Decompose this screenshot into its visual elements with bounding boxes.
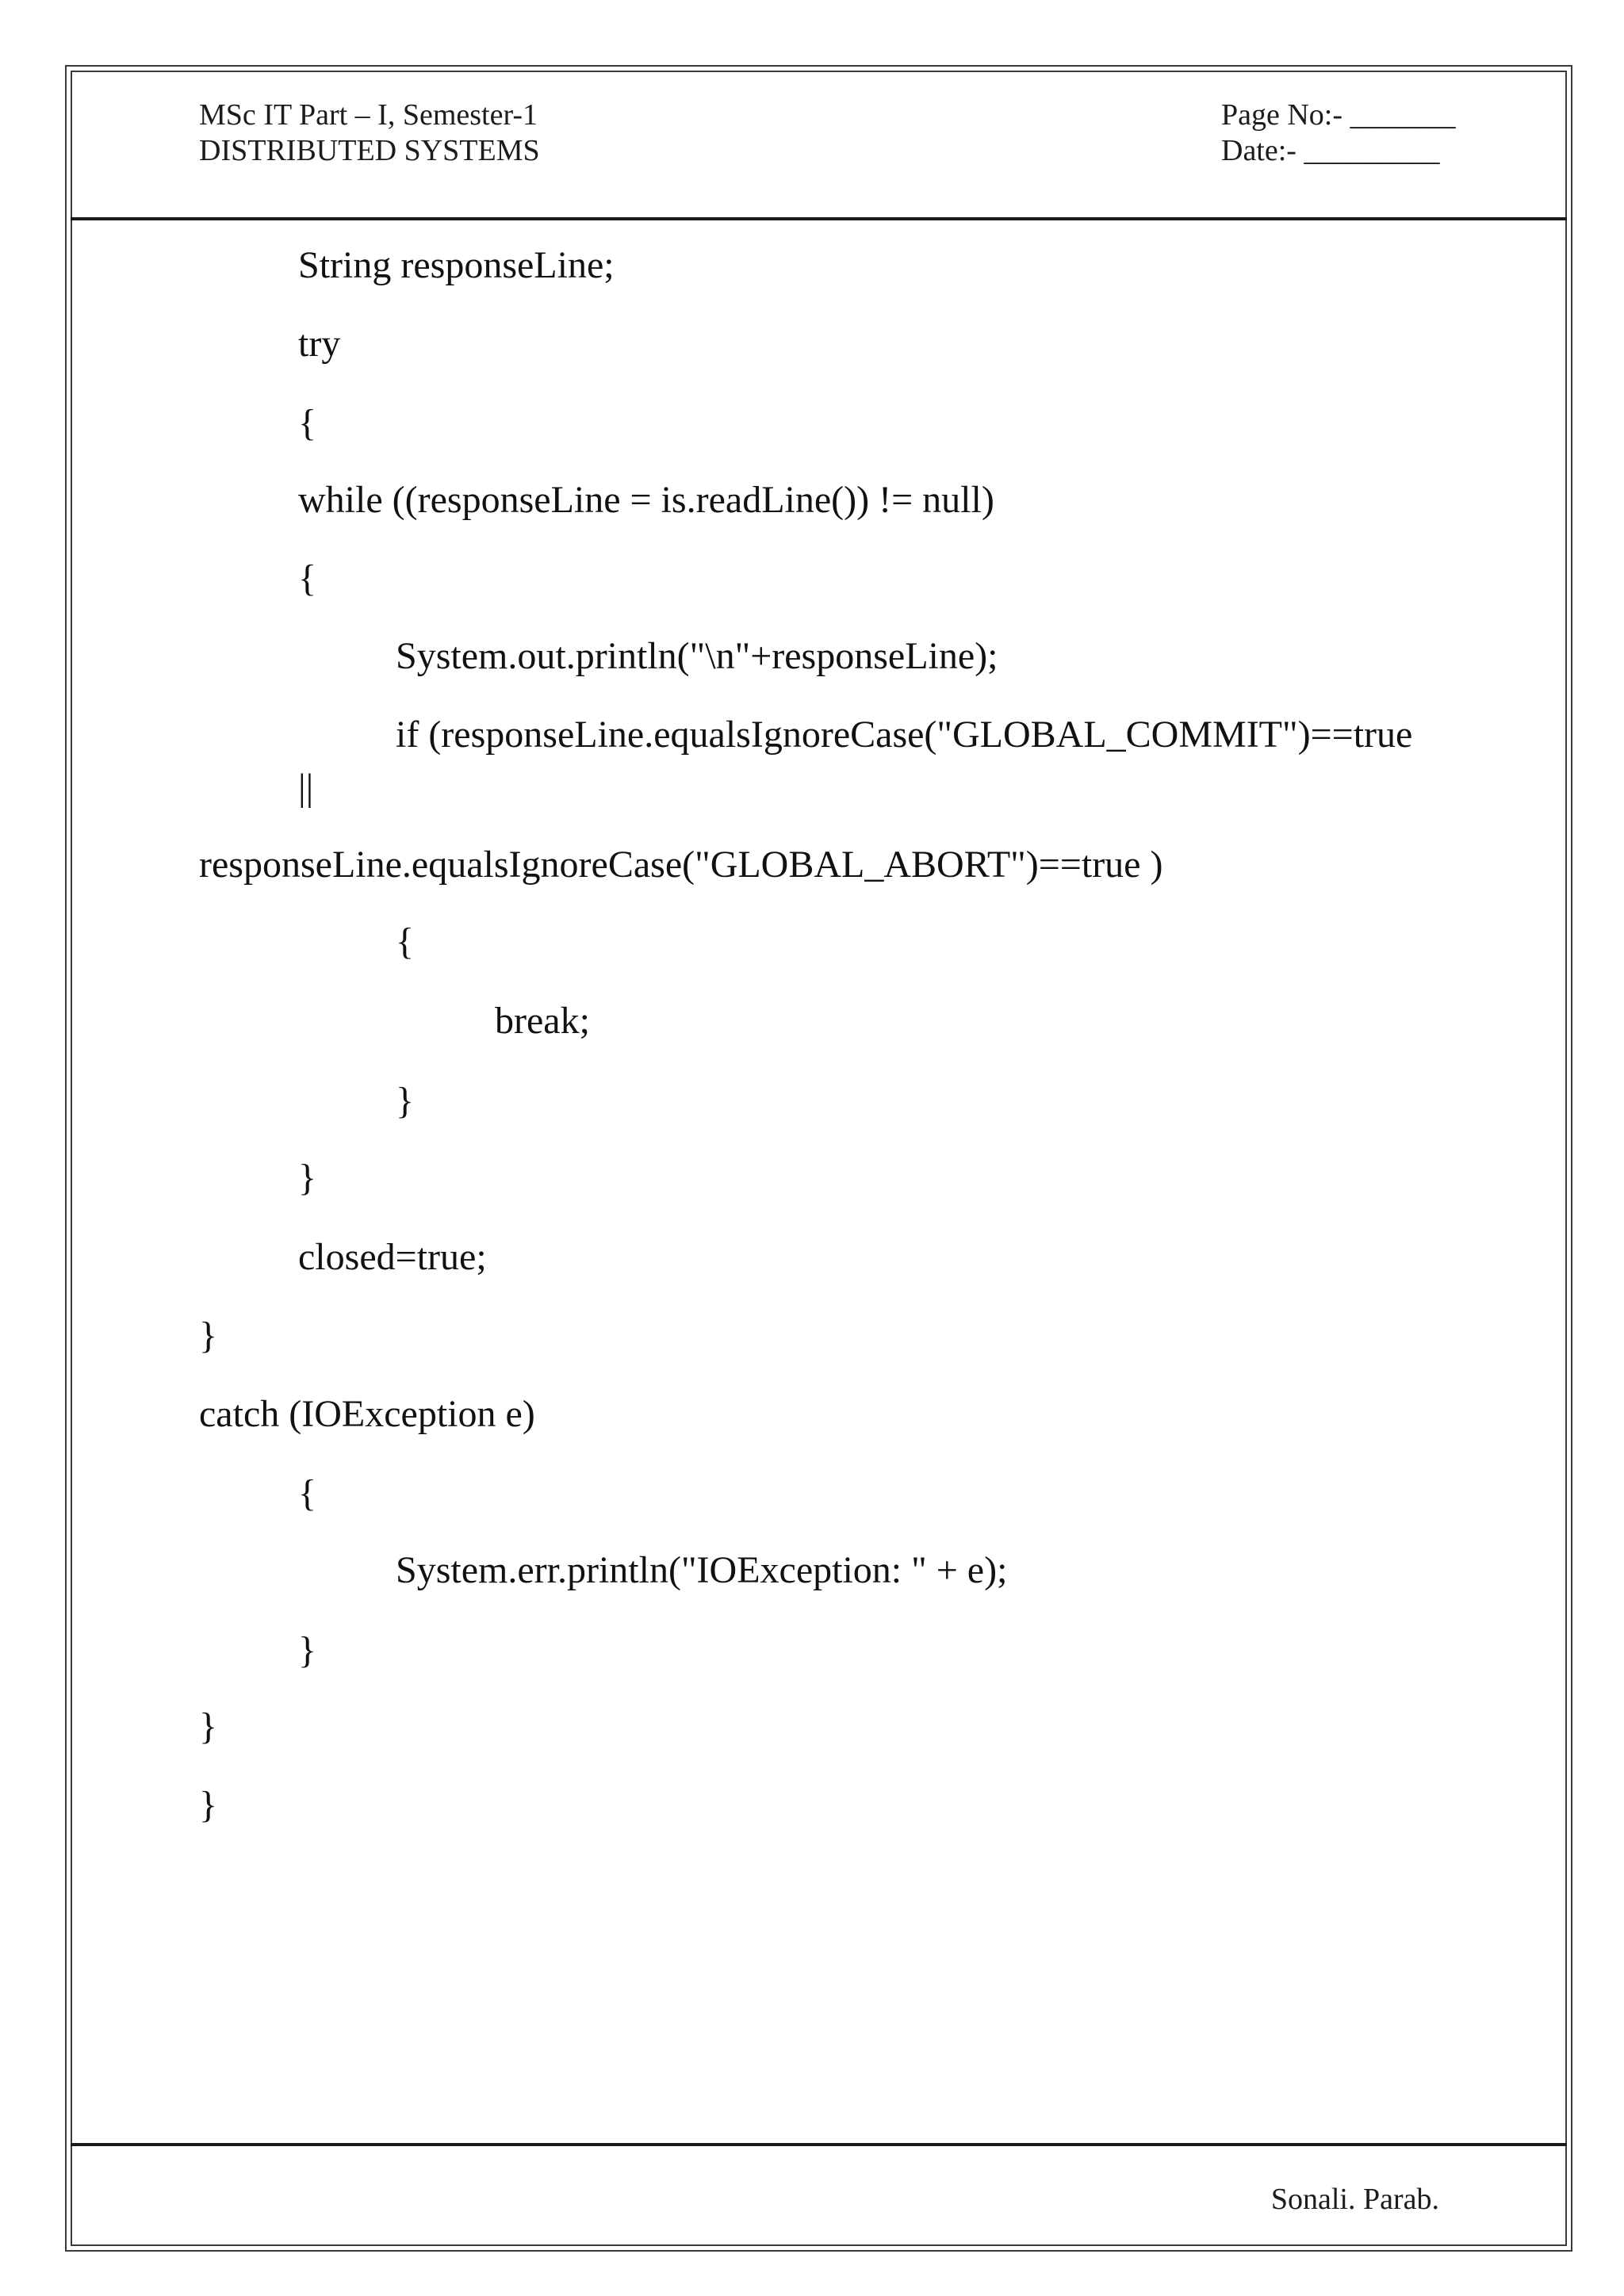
- course-title: MSc IT Part – I, Semester-1: [199, 98, 538, 132]
- code-line: }: [396, 1080, 415, 1122]
- code-line: {: [298, 1472, 317, 1514]
- code-line: {: [298, 557, 317, 599]
- code-line: {: [396, 920, 415, 962]
- code-line: }: [199, 1784, 218, 1826]
- code-line: while ((responseLine = is.readLine()) != null): [298, 479, 994, 521]
- footer-author: Sonali. Parab.: [1270, 2183, 1439, 2216]
- page-border-inner: [71, 71, 1567, 2246]
- subject-title: DISTRIBUTED SYSTEMS: [199, 134, 540, 167]
- page-number-field: Page No:- _______: [1221, 98, 1456, 132]
- code-line: if (responseLine.equalsIgnoreCase("GLOBAL_COMMIT")==true: [396, 714, 1413, 756]
- code-line: catch (IOException e): [199, 1393, 535, 1435]
- date-field: Date:- _________: [1221, 134, 1440, 167]
- code-line: }: [199, 1314, 218, 1357]
- code-line: {: [298, 402, 317, 444]
- code-line: System.out.println("\n"+responseLine);: [396, 635, 998, 677]
- footer-divider: [71, 2143, 1567, 2146]
- code-line: String responseLine;: [298, 244, 615, 286]
- code-line: responseLine.equalsIgnoreCase("GLOBAL_ABORT")==true ): [199, 844, 1163, 886]
- code-line: }: [298, 1629, 317, 1671]
- code-line: }: [199, 1705, 218, 1747]
- header-divider: [71, 217, 1567, 220]
- code-line: closed=true;: [298, 1236, 487, 1278]
- code-line: System.err.println("IOException: " + e);: [396, 1549, 1008, 1591]
- code-line: }: [298, 1157, 317, 1199]
- code-line: break;: [495, 1000, 590, 1042]
- code-line: try: [298, 323, 341, 365]
- code-line: ||: [298, 767, 314, 809]
